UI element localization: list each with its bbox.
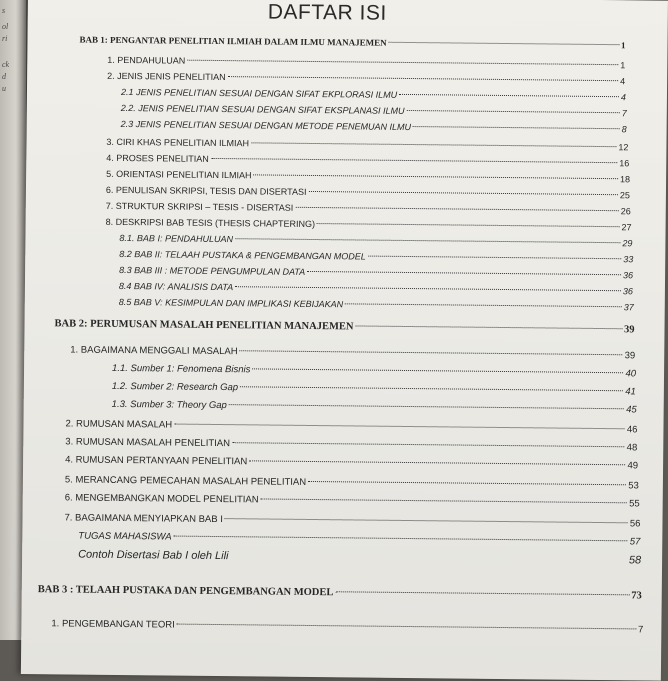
- toc-entry: [107, 55, 625, 70]
- toc-entry-text: 1. PENDAHULUAN: [107, 54, 186, 66]
- toc-chapter-3: [38, 584, 642, 601]
- dot-leader: [251, 142, 616, 147]
- toc-entry-text: 7. BAGAIMANA MENYIAPKAN BAB I: [64, 512, 223, 526]
- toc-entry-page: 4: [620, 76, 626, 87]
- dot-leader: [253, 174, 618, 179]
- toc-subentry: [121, 103, 627, 118]
- toc-subentry: [119, 281, 633, 296]
- toc-chapter-1: [79, 35, 625, 51]
- dot-leader: [240, 350, 623, 355]
- toc-entry-text: 5. ORIENTASI PENELITIAN ILMIAH: [106, 168, 252, 181]
- toc-entry: [106, 153, 629, 168]
- dot-leader: [249, 460, 625, 465]
- toc-entry-text: 3. RUMUSAN MASALAH PENELITIAN: [65, 436, 231, 450]
- toc-entry-text: BAB 2: PERUMUSAN MASALAH PENELITIAN MANAJEMEN: [54, 318, 354, 333]
- toc-entry-page: 1: [620, 40, 626, 51]
- dot-leader: [307, 271, 621, 275]
- toc-entry-page: 1: [620, 60, 626, 71]
- toc-entry-text: Contoh Disertasi Bab I oleh Lili: [78, 548, 229, 563]
- toc-subentry: [121, 119, 627, 134]
- toc-entry-text: 1.2. Sumber 2: Research Gap: [111, 380, 239, 394]
- dot-leader: [235, 286, 621, 291]
- toc-entry-page: 4: [620, 92, 627, 103]
- toc-entry-text: BAB 1: PENGANTAR PENELITIAN ILMIAH DALAM ILMU MANAJEMEN: [79, 34, 387, 48]
- toc-entry-text: 2.2. JENIS PENELITIAN SESUAI DENGAN SIFAT EKSPLANASI ILMU: [120, 102, 405, 116]
- toc-entry-page: 40: [625, 368, 637, 380]
- dot-leader: [345, 303, 622, 307]
- toc-entry-text: 7. STRUKTUR SKRIPSI – TESIS - DISERTASI: [105, 200, 294, 213]
- toc-entry-page: 46: [626, 424, 638, 436]
- toc-entry-text: 2. RUMUSAN MASALAH: [65, 418, 173, 431]
- toc-entry-text: 8. DESKRIPSI BAB TESIS (THESIS CHAPTERING): [105, 216, 316, 230]
- dot-leader: [177, 624, 636, 630]
- dot-leader: [261, 498, 627, 503]
- dot-leader: [211, 158, 617, 163]
- dot-leader: [368, 256, 621, 260]
- toc-entry-page: 53: [628, 480, 639, 492]
- toc-subentry: [112, 399, 637, 415]
- toc-entry-text: 1.3. Sumber 3: Theory Gap: [111, 398, 227, 412]
- dot-leader: [413, 126, 620, 129]
- page-title: DAFTAR ISI: [267, 0, 387, 25]
- toc-entry-page: 26: [620, 206, 631, 217]
- dot-leader: [187, 60, 618, 66]
- toc-chapter-2: [54, 318, 634, 335]
- toc-entry: [78, 531, 640, 548]
- left-page-fragment: ck: [2, 60, 10, 69]
- dot-leader: [174, 536, 628, 542]
- toc-entry: [106, 137, 628, 152]
- dot-leader: [356, 325, 623, 329]
- toc-entry-text: 8.1. BAB I: PENDAHULUAN: [119, 232, 234, 245]
- toc-entry: [65, 418, 637, 435]
- toc-entry-text: 2.3 JENIS PENELITIAN SESUAI DENGAN METODE PENEMUAN ILMU: [120, 118, 412, 133]
- toc-entry-text: 8.5 BAB V: KESIMPULAN DAN IMPLIKASI KEBIJAKAN: [118, 296, 344, 310]
- toc-entry-page: 29: [622, 238, 633, 249]
- dot-leader: [240, 386, 623, 391]
- toc-entry-page: 57: [629, 536, 641, 548]
- dot-leader: [317, 223, 620, 227]
- toc-entry-page: 18: [620, 174, 631, 185]
- toc-entry: [106, 169, 630, 184]
- left-page-fragment: u: [2, 84, 6, 93]
- toc-page: [21, 0, 668, 681]
- toc-subentry: [119, 297, 634, 312]
- toc-entry-text: 1. PENGEMBANGAN TEORI: [51, 618, 175, 631]
- dot-leader: [309, 191, 618, 195]
- toc-entry-page: 7: [621, 108, 627, 119]
- dot-leader: [252, 368, 623, 373]
- dot-leader: [407, 110, 620, 113]
- toc-entry-text: 5. MERANCANG PEMECAHAN MASALAH PENELITIAN: [64, 474, 307, 488]
- toc-entry-page: 55: [629, 498, 640, 510]
- toc-entry-text: 8.2 BAB II: TELAAH PUSTAKA & PENGEMBANGAN MODEL: [119, 248, 366, 262]
- toc-entry-page: 27: [621, 222, 632, 233]
- toc-entry-page: 56: [629, 518, 641, 530]
- toc-entry-text: 2.1 JENIS PENELITIAN SESUAI DENGAN SIFAT EKPLORASI ILMU: [120, 86, 398, 100]
- toc-entry-page: 8: [621, 124, 627, 135]
- toc-entry-page: 36: [622, 286, 633, 297]
- toc-subentry: [121, 87, 626, 102]
- toc-entry-page: 7: [638, 624, 644, 636]
- toc-subentry: [119, 233, 632, 248]
- toc-subentry: [119, 249, 633, 264]
- toc-entry-page: 73: [631, 590, 642, 602]
- toc-entry-text: 8.4 BAB IV: ANALISIS DATA: [118, 280, 234, 293]
- toc-entry: [106, 201, 631, 216]
- toc-entry: [65, 454, 638, 471]
- dot-leader: [335, 591, 629, 595]
- dot-leader: [232, 442, 625, 447]
- dot-leader: [308, 481, 626, 485]
- toc-entry-text: 2. JENIS JENIS PENELITIAN: [107, 70, 226, 83]
- toc-entry-page: 33: [623, 254, 634, 265]
- toc-entry: [51, 618, 643, 635]
- left-page-fragment: s: [2, 6, 6, 15]
- dot-leader: [228, 76, 618, 81]
- toc-entry-page: 39: [623, 324, 635, 336]
- toc-entry: [106, 217, 632, 233]
- toc-entry-page: 58: [628, 554, 642, 567]
- toc-entry-text: 6. PENULISAN SKRIPSI, TESIS DAN DISERTASI: [105, 184, 307, 197]
- left-page-fragment: ol: [2, 22, 9, 31]
- left-page-fragment: ri: [2, 34, 8, 43]
- toc-entry-text: 1. BAGAIMANA MENGGALI MASALAH: [70, 344, 238, 358]
- toc-entry-page: 49: [627, 460, 639, 472]
- toc-entry: [65, 492, 640, 509]
- toc-entry-page: 16: [619, 158, 630, 169]
- toc-entry: [64, 512, 640, 529]
- dot-leader: [231, 555, 627, 560]
- toc-entry-page: 48: [626, 442, 638, 454]
- dot-leader: [295, 207, 618, 211]
- toc-entry-text: TUGAS MAHASISWA: [78, 530, 172, 543]
- dot-leader: [389, 42, 619, 45]
- toc-subentry: [112, 363, 636, 379]
- toc-subentry: [112, 381, 636, 397]
- toc-entry-page: 41: [625, 386, 636, 398]
- toc-entry-page: 45: [626, 404, 637, 416]
- toc-entry: [78, 549, 641, 567]
- toc-entry: [65, 474, 639, 491]
- dot-leader: [399, 94, 619, 97]
- toc-entry: [107, 71, 625, 86]
- toc-entry-page: 37: [623, 302, 634, 313]
- toc-entry: [106, 185, 630, 200]
- toc-entry-page: 39: [624, 350, 636, 362]
- toc-entry-text: 6. MENGEMBANGKAN MODEL PENELITIAN: [64, 492, 259, 506]
- toc-entry-text: 4. PROSES PENELITIAN: [106, 152, 209, 164]
- toc-entry-text: 3. CIRI KHAS PENELITIAN ILMIAH: [106, 136, 250, 149]
- dot-leader: [229, 404, 624, 409]
- toc-entry-text: 1.1. Sumber 1: Fenomena Bisnis: [112, 362, 251, 376]
- toc-entry-page: 36: [623, 270, 634, 281]
- toc-entry-page: 12: [618, 142, 629, 153]
- dot-leader: [174, 424, 625, 430]
- dot-leader: [225, 518, 628, 523]
- toc-entry-text: BAB 3 : TELAAH PUSTAKA DAN PENGEMBANGAN MODEL: [37, 584, 334, 599]
- toc-entry: [65, 436, 637, 453]
- toc-subentry: [119, 265, 633, 280]
- toc-entry-text: 4. RUMUSAN PERTANYAAN PENELITIAN: [65, 454, 248, 468]
- dot-leader: [235, 238, 620, 243]
- toc-entry-page: 25: [619, 190, 630, 201]
- toc-entry-text: 8.3 BAB III : METODE PENGUMPULAN DATA: [119, 264, 306, 277]
- toc-entry: [70, 344, 635, 361]
- left-page-fragment: d: [2, 72, 6, 81]
